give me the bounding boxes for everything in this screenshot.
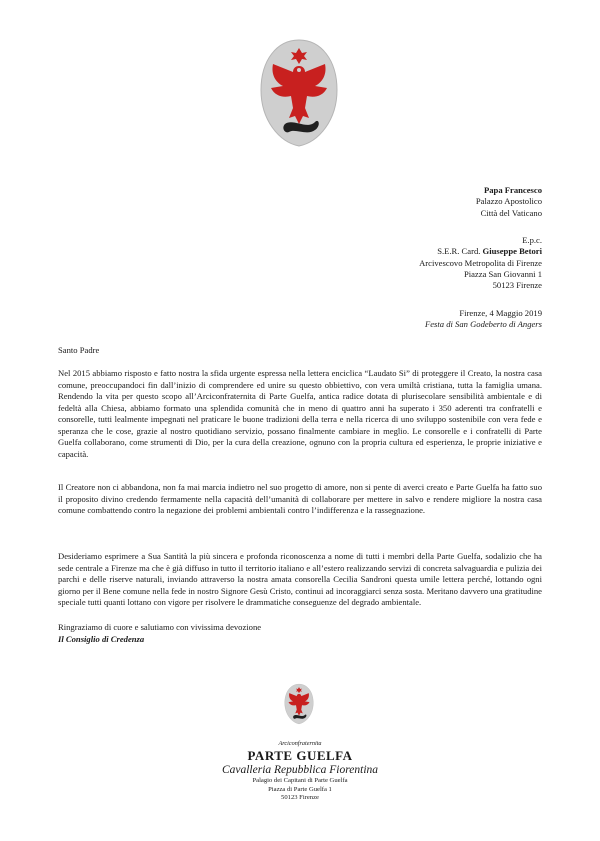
footer-org-type: Arciconfraternita: [278, 740, 322, 747]
paragraph-3: Desideriamo esprimere a Sua Santità la più sincera e profonda riconoscenza a nome di tutti i membri della Parte Guelfa, sodalizio che ha sede centrale a Firenze ma che è già diffuso in tutto il territorio italiano e all’estero realizzando servizi di concreta salvaguardia e pulizia dei parchi e delle riserve naturali, inviando attraverso la nostra amata consorella Cecilia Sandroni questa umile lettera perché, lottando ogni giorno per il Bene comune nella fede in nostro Signore Gesù Cristo, continui ad incoraggiarci senza sosta. Meritano davvero una gratitudine speciale tutti quanti lottano con vigore per risolvere le drammatiche conseguenze del degrado ambientale.: [58, 551, 542, 607]
footer-address-2: Piazza di Parte Guelfa 1: [268, 785, 332, 793]
cc-line-1: Arcivescovo Metropolita di Firenze: [419, 257, 542, 268]
footer-address-3: 50123 Firenze: [281, 794, 319, 802]
recipient-name: Papa Francesco: [484, 185, 542, 195]
cc-label: E.p.c.: [522, 235, 542, 245]
paragraph-1: Nel 2015 abbiamo risposto e fatto nostra la sfida urgente espressa nella lettera enciclica “Laudato Si” di proteggere il Creato, la nostra casa comune, preoccupandoci fin dall’inizio di comprendere ed unire su questo obbiettivo, con vera umiltà cristiana, tutta la famiglia umana. Rendendo la vita per questo scopo all’Arciconfraternita di Parte Guelfa, antica radice dotata di plurisecolare sensibilità ambientale e di fedeltà alla Chiesa, abbiamo formato una splendida comunità che in meno di quattro anni ha superato i 350 aderenti tra confratelli e consorelle, tutti lealmente impegnati nel praticare le buone tradizioni della terra e nella ricerca di uno sviluppo sostenibile con vera fede e speranza che le cose, grazie al nostro quotidiano servizio, possano finalmente cambiare in meglio. Le consorelle e i confratelli di Parte Guelfa collaborano, come strumenti di Dio, per la cura della creazione, ognuno con la propria cultura ed esperienza, le proprie iniziative e capacità.: [58, 368, 542, 459]
footer-subtitle: Cavalleria Repubblica Fiorentina: [221, 764, 379, 776]
footer-crest-icon: [284, 682, 314, 726]
cc-prefix: S.E.R. Card.: [437, 246, 483, 257]
date-block: [425, 308, 542, 331]
recipient-line-1: Palazzo Apostolico: [475, 196, 542, 207]
cc-line-3: 50123 Firenze: [492, 280, 542, 291]
feast-day: Festa di San Godeberto di Angers: [424, 319, 542, 330]
letterhead-footer: [150, 740, 450, 803]
cc-line-2: Piazza San Giovanni 1: [463, 268, 542, 279]
place-date: Firenze, 4 Maggio 2019: [459, 308, 542, 318]
closing-block: [58, 622, 542, 645]
closing-line: Ringraziamo di cuore e salutiamo con vivissima devozione: [58, 622, 262, 632]
cc-name: Giuseppe Betori: [482, 246, 542, 257]
footer-title: PARTE GUELFA: [247, 748, 353, 763]
footer-address-1: Palagio dei Capitani di Parte Guelfa: [252, 777, 348, 784]
recipient-address: [476, 185, 542, 219]
parte-guelfa-crest-icon: [259, 38, 339, 148]
cc-address: [419, 235, 542, 291]
cc-name-line: [419, 246, 542, 257]
salutation: Santo Padre: [58, 345, 100, 355]
recipient-line-2: Città del Vaticano: [480, 207, 542, 218]
signature: Il Consiglio di Credenza: [58, 633, 145, 644]
paragraph-2: Il Creatore non ci abbandona, non fa mai marcia indietro nel suo progetto di amore, non si pente di averci creato e Parte Guelfa ha fatto suo il proposito divino credendo fermamente nella capacità dell’umanità di collaborare per mettere in salvo e rendere migliore la nostra casa comune combattendo contro la negazione dei problemi ambientali contro l’indifferenza e la rassegnazione.: [58, 482, 542, 515]
